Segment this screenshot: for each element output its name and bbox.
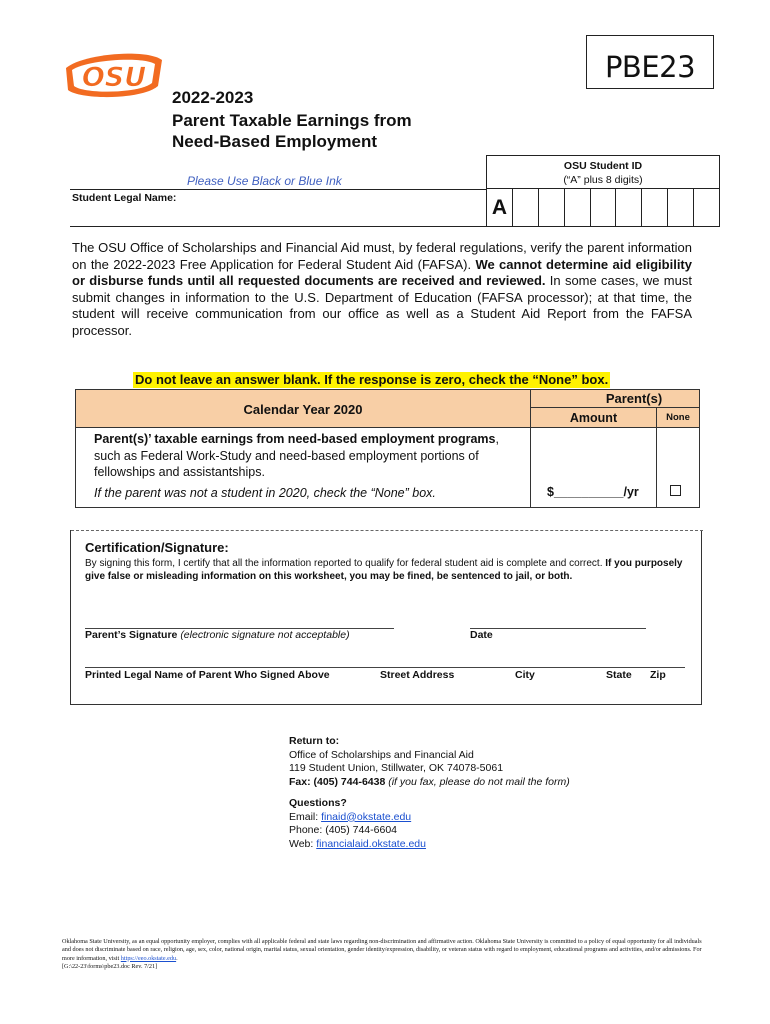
student-name-label: Student Legal Name: (72, 192, 177, 204)
date-line[interactable] (470, 628, 646, 629)
student-id-digit[interactable] (694, 189, 719, 226)
student-id-digit[interactable] (539, 189, 565, 226)
city-label: City (515, 669, 535, 681)
warning-banner: Do not leave an answer blank. If the response is zero, check the “None” box. (135, 372, 609, 387)
date-label: Date (470, 629, 493, 641)
printed-name-label: Printed Legal Name of Parent Who Signed Above (85, 669, 330, 681)
zip-label: Zip (650, 669, 666, 681)
student-id-digit[interactable] (616, 189, 642, 226)
form-code: PBE23 (586, 35, 714, 89)
earnings-description: Parent(s)’ taxable earnings from need-based employment programs, such as Federal Work-Study and need-based employment portions of fellowships and assistantships. If the parent was not a student in 2020, check the “None” box. (76, 428, 531, 507)
signature-label: Parent’s Signature (electronic signature not acceptable) (85, 629, 350, 641)
svg-text:OSU: OSU (81, 62, 147, 93)
student-id-digit[interactable] (591, 189, 617, 226)
state-label: State (606, 669, 632, 681)
form-year: 2022-2023 (172, 88, 254, 107)
amount-header: Amount (531, 408, 657, 428)
printed-info-line[interactable] (85, 667, 685, 668)
ink-instruction: Please Use Black or Blue Ink (187, 174, 342, 188)
none-cell (657, 428, 699, 507)
email-line: Email: finaid@okstate.edu (289, 810, 412, 823)
amount-field[interactable]: $__________/yr (531, 428, 657, 507)
osu-logo (62, 46, 166, 102)
none-checkbox[interactable] (670, 485, 681, 496)
none-instruction: If the parent was not a student in 2020, check the “None” box. (94, 485, 436, 500)
email-link[interactable]: finaid@okstate.edu (321, 810, 412, 823)
certification-text: By signing this form, I certify that all the information reported to qualify for federal student aid is complete and correct. If you purposely give false or misleading information on this worksheet, you may be fined, be sentenced to jail, or both. (85, 558, 683, 582)
certification-title: Certification/Signature: (85, 540, 229, 555)
calendar-year-header: Calendar Year 2020 (76, 390, 531, 428)
student-id-boxes[interactable] (486, 189, 720, 227)
return-heading: Return to: (289, 735, 340, 747)
student-name-field[interactable] (70, 189, 486, 227)
file-reference: [G:\22-23\forms\pbe23.doc Rev. 7/21] (62, 963, 158, 971)
parents-header: Parent(s) (531, 390, 699, 408)
student-id-digit[interactable] (513, 189, 539, 226)
intro-paragraph: The OSU Office of Scholarships and Financial Aid must, by federal regulations, verify the parent information on the 2022-2023 Free Application for Federal Student Aid (FAFSA). We cannot determine aid eligibility or disburse funds until all requested documents are received and reviewed. In some cases, we must submit changes in information to the U.S. Department of Education (FAFSA processor); at that time, the student will receive communication from our office as well as a Student Aid Report from the FAFSA processor. (72, 240, 692, 338)
questions-heading: Questions? (289, 797, 347, 809)
street-address-label: Street Address (380, 669, 455, 681)
student-id-digit[interactable] (668, 189, 694, 226)
footer-notice: Oklahoma State University, as an equal opportunity employer, complies with all applicable federal and state laws regarding non-discrimination and affirmative action. Oklahoma State University is committed to a policy of equal opportunity for all individuals and does not discriminate based on race, religion, age, sex, color, national origin, marital status, sexual orientation, gender identity/expression, disability, or veteran status with regard to employment, educational programs and activities, and/or admissions. For more information, visit https://eeo.okstate.edu. [G:\22-23\forms\pbe23.doc Rev. 7/21] (62, 938, 702, 971)
student-id-header: OSU Student ID (“A” plus 8 digits) (486, 155, 720, 189)
none-header: None (657, 408, 699, 428)
student-id-prefix: A (487, 189, 513, 226)
office-address: 119 Student Union, Stillwater, OK 74078-5061 (289, 762, 504, 774)
web-line: Web: financialaid.okstate.edu (289, 837, 426, 850)
phone-line: Phone: (405) 744-6604 (289, 824, 397, 836)
earnings-table (75, 389, 700, 508)
office-name: Office of Scholarships and Financial Aid (289, 748, 474, 761)
eeo-link[interactable]: https://eeo.okstate.edu (120, 954, 177, 962)
fax-number: Fax: (405) 744-6438 (if you fax, please do not mail the form) (289, 775, 570, 788)
return-info (289, 735, 609, 851)
web-link[interactable]: financialaid.okstate.edu (316, 837, 426, 850)
student-id-digit[interactable] (565, 189, 591, 226)
form-title: Parent Taxable Earnings from Need-Based Employment (172, 111, 412, 151)
student-id-digit[interactable] (642, 189, 668, 226)
